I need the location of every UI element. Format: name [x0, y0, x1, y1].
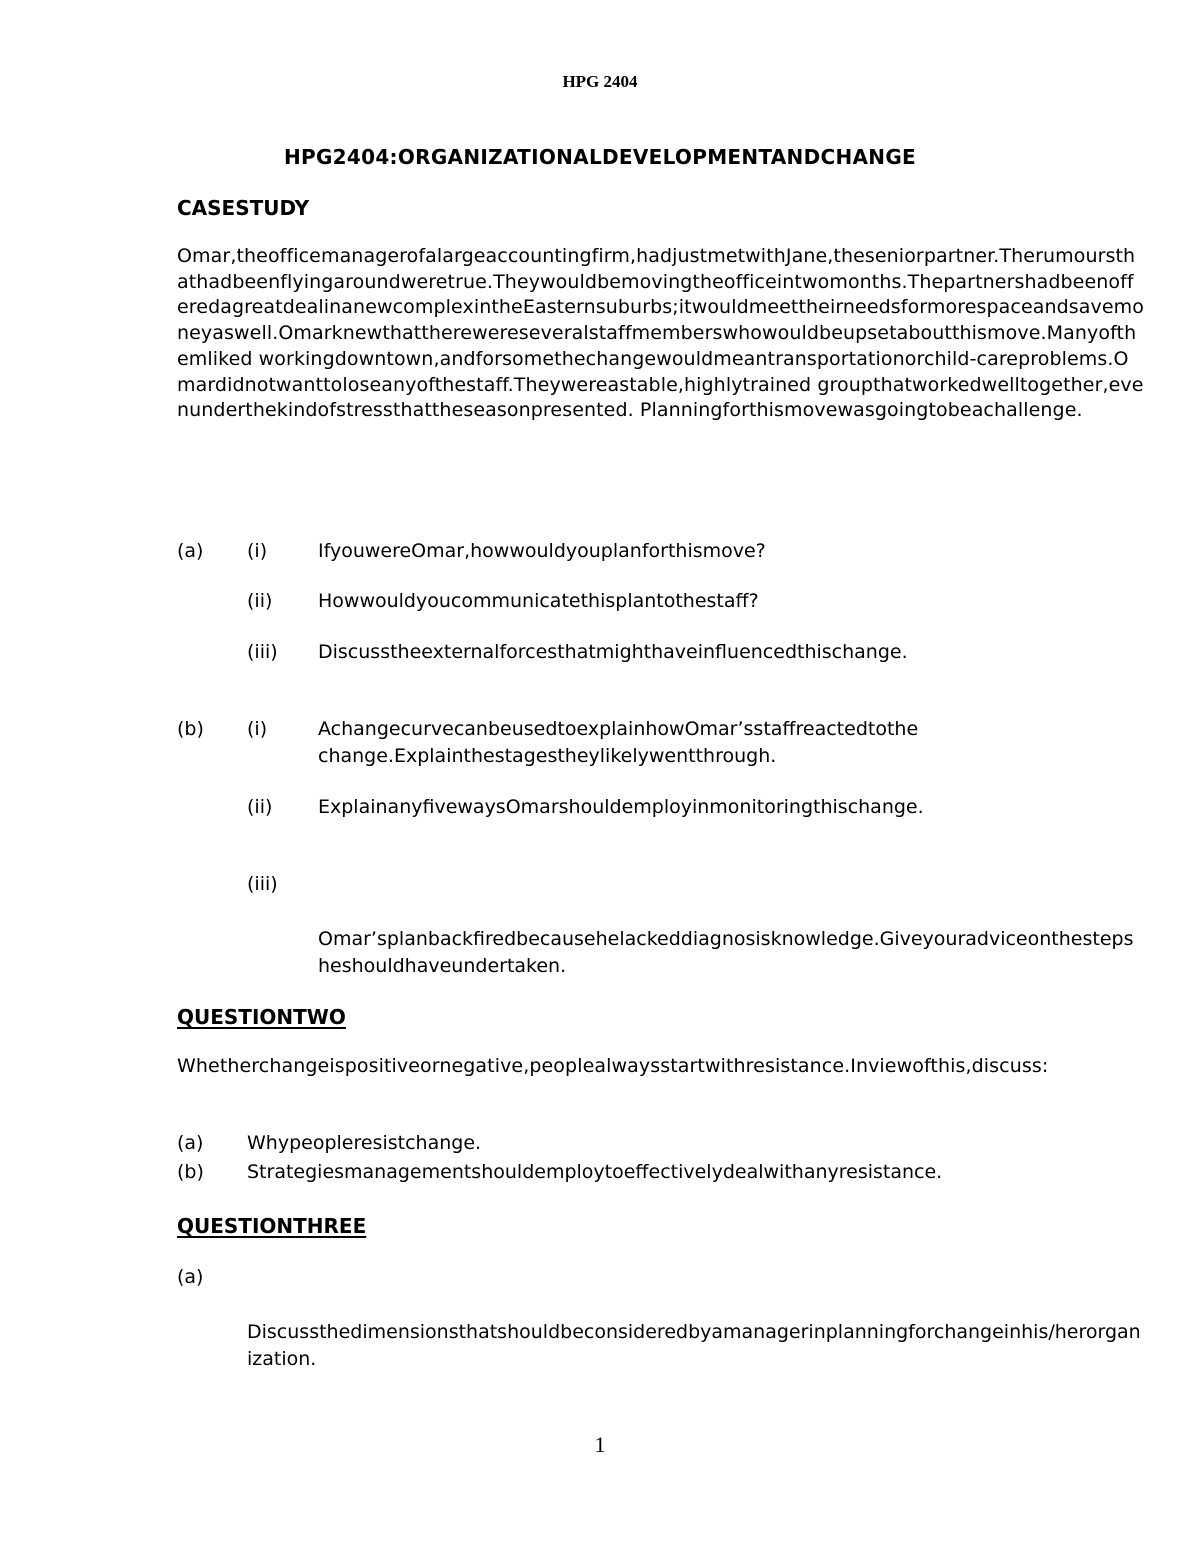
page-number: 1 — [594, 1432, 606, 1457]
part-b-ii-question: ExplainanyfivewaysOmarshouldemployinmonitoringthischange. — [318, 796, 924, 818]
part-b-label: (b) — [177, 718, 204, 740]
question-three-a-label: (a) — [177, 1266, 204, 1288]
part-b-i-number: (i) — [247, 718, 268, 740]
part-a-label: (a) — [177, 540, 204, 562]
part-a-ii-question: Howwouldyoucommunicatethisplantothestaff? — [318, 590, 759, 612]
question-three-heading: QUESTIONTHREE — [177, 1214, 367, 1238]
part-a-i-number: (i) — [247, 540, 268, 562]
document-title: HPG2404:ORGANIZATIONALDEVELOPMENTANDCHANGE — [283, 145, 917, 169]
question-two-intro: Whetherchangeispositiveornegative,peoplealwaysstartwithresistance.Inviewofthis,discuss: — [177, 1055, 1049, 1077]
question-two-heading: QUESTIONTWO — [177, 1005, 346, 1029]
part-b-iii-question: Omar’splanbackfiredbecausehelackeddiagnosisknowledge.Giveyouradviceonthestepsheshouldhaveundertaken. — [318, 928, 1134, 977]
case-study-heading: CASESTUDY — [177, 196, 310, 220]
part-b-i-question: AchangecurvecanbeusedtoexplainhowOmar’sstaffreactedtothe change.Explainthestagestheylikelywentthrough. — [318, 718, 919, 767]
part-b-ii-number: (ii) — [247, 796, 273, 818]
part-a-iii-number: (iii) — [247, 641, 278, 663]
part-a-i-question: IfyouwereOmar,howwouldyouplanforthismove? — [318, 540, 766, 562]
page-header: HPG 2404 — [562, 72, 638, 91]
question-three-a-text: Discussthedimensionsthatshouldbeconsideredbyamanagerinplanningforchangeinhis/herorganization. — [247, 1321, 1141, 1370]
question-two-a-label: (a) — [177, 1132, 204, 1154]
part-b-iii-number: (iii) — [247, 873, 278, 895]
part-a-iii-question: Discusstheexternalforcesthatmighthaveinfluencedthischange. — [318, 641, 908, 663]
question-two-b-text: Strategiesmanagementshouldemploytoeffectivelydealwithanyresistance. — [247, 1161, 943, 1183]
case-study-body: Omar,theofficemanagerofalargeaccountingfirm,hadjustmetwithJane,theseniorpartner.Therumoursthathadbeenflyingaroundweretrue.Theywouldbemovingtheofficeintwomonths.ThepartnershadbeenofferedagreatdealinanewcomplexintheEasternsuburbs;itwouldmeettheirneedsformorespaceandsavemoneyaswell.Omarknewthattherewereseveralstaffmemberswhowouldbeupsetaboutthismove.Manyofthemliked workingdowntown,andforsomethechangewouldmeantransportationorchild-careproblems.Omardidnotwanttoloseanyofthestaff.Theywereastable,highlytrained groupthatworkedwelltogether,evenunderthekindofstressthattheseasonpresented. Planningforthismovewasgoingtobeachallenge. — [177, 245, 1144, 422]
part-a-ii-number: (ii) — [247, 590, 273, 612]
question-two-a-text: Whypeopleresistchange. — [247, 1132, 482, 1154]
question-two-b-label: (b) — [177, 1161, 204, 1183]
